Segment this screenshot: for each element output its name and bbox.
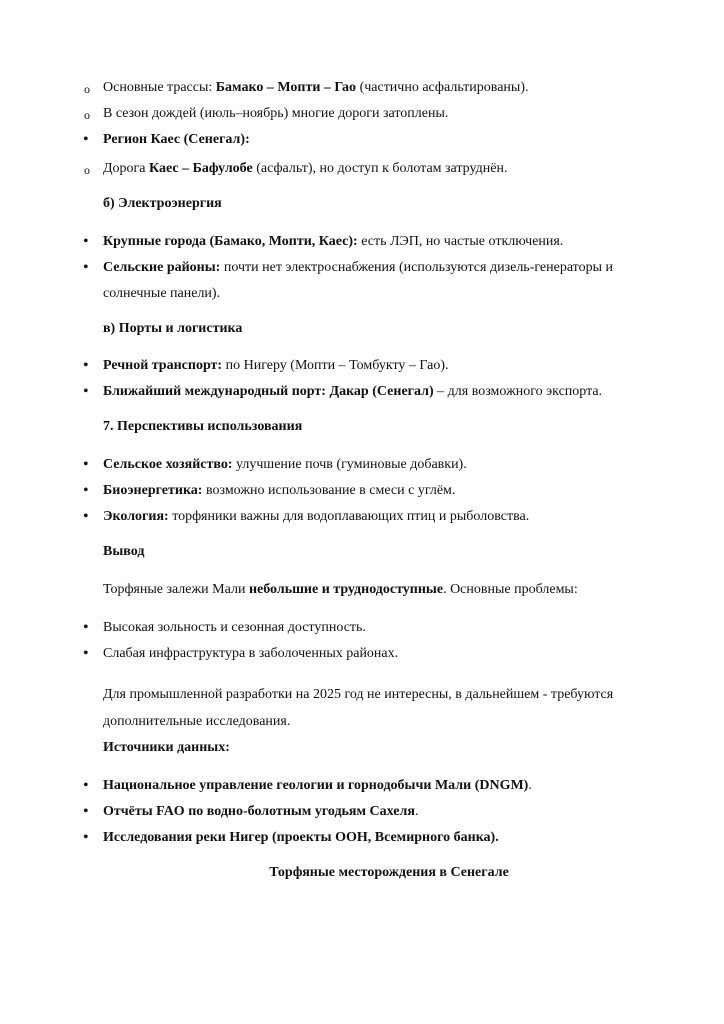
list-item-large-cities: Крупные города (Бамако, Мопти, Каес): есть ЛЭП, но частые отключения. bbox=[103, 234, 564, 249]
list-item-agriculture: Сельское хозяйство: улучшение почв (гуминовые добавки). bbox=[103, 457, 467, 472]
list-marker-circle: o bbox=[84, 82, 90, 96]
list-item-ecology: Экология: торфяники важны для водоплавающих птиц и рыболовства. bbox=[103, 509, 530, 524]
list-item-weak-infrastructure: Слабая инфраструктура в заболоченных районах. bbox=[103, 646, 399, 661]
list-marker-bullet: • bbox=[83, 508, 89, 525]
list-item-high-ash: Высокая зольность и сезонная доступность. bbox=[103, 620, 366, 635]
section-heading-electricity: б) Электроэнергия bbox=[103, 196, 222, 211]
list-item-nearest-port: Ближайший международный порт: Дакар (Сенегал) – для возможного экспорта. bbox=[103, 384, 603, 399]
list-item-main-roads: Основные трассы: Бамако – Мопти – Гао (частично асфальтированы). bbox=[103, 80, 529, 95]
list-marker-bullet: • bbox=[83, 829, 89, 846]
list-marker-bullet: • bbox=[83, 233, 89, 250]
section-heading-prospects: 7. Перспективы использования bbox=[103, 419, 303, 434]
section-heading-conclusion: Вывод bbox=[103, 544, 145, 559]
list-item-source-niger: Исследования реки Нигер (проекты ООН, Всемирного банка). bbox=[103, 830, 499, 845]
list-marker-bullet: • bbox=[83, 777, 89, 794]
conclusion-paragraph-line-1: Для промышленной разработки на 2025 год не интересны, в дальнейшем - требуются bbox=[103, 687, 614, 702]
list-marker-bullet: • bbox=[83, 482, 89, 499]
list-marker-bullet: • bbox=[83, 456, 89, 473]
list-item-rural-areas: Сельские районы: почти нет электроснабжения (используются дизель-генераторы и bbox=[103, 260, 614, 275]
list-marker-bullet: • bbox=[83, 383, 89, 400]
list-item-rainy-season: В сезон дождей (июль–ноябрь) многие дороги затоплены. bbox=[103, 106, 449, 121]
list-item-rural-areas-cont: солнечные панели). bbox=[103, 286, 221, 301]
list-marker-bullet: • bbox=[83, 259, 89, 276]
section-heading-ports: в) Порты и логистика bbox=[103, 321, 243, 336]
list-marker-bullet: • bbox=[83, 131, 89, 148]
conclusion-intro: Торфяные залежи Мали небольшие и труднодоступные. Основные проблемы: bbox=[103, 582, 578, 597]
list-marker-bullet: • bbox=[83, 619, 89, 636]
list-marker-bullet: • bbox=[83, 357, 89, 374]
list-marker-bullet: • bbox=[83, 803, 89, 820]
list-marker-bullet: • bbox=[83, 645, 89, 662]
list-item-source-fao: Отчёты FAO по водно-болотным угодьям Сахеля. bbox=[103, 804, 419, 819]
list-item-river-transport: Речной транспорт: по Нигеру (Мопти – Томбукту – Гао). bbox=[103, 358, 449, 373]
list-item-kayes-road: Дорога Каес – Бафулобе (асфальт), но доступ к болотам затруднён. bbox=[103, 161, 508, 176]
list-marker-circle: o bbox=[84, 163, 90, 177]
section-heading-sources: Источники данных: bbox=[103, 740, 230, 755]
list-item-source-dngm: Национальное управление геологии и горнодобычи Мали (DNGM). bbox=[103, 778, 532, 793]
section-title-senegal: Торфяные месторождения в Сенегале bbox=[269, 865, 509, 880]
list-item-bioenergy: Биоэнергетика: возможно использование в смеси с углём. bbox=[103, 483, 456, 498]
conclusion-paragraph-line-2: дополнительные исследования. bbox=[103, 714, 291, 729]
list-marker-circle: o bbox=[84, 108, 90, 122]
list-item-kayes-region: Регион Каес (Сенегал): bbox=[103, 132, 250, 147]
